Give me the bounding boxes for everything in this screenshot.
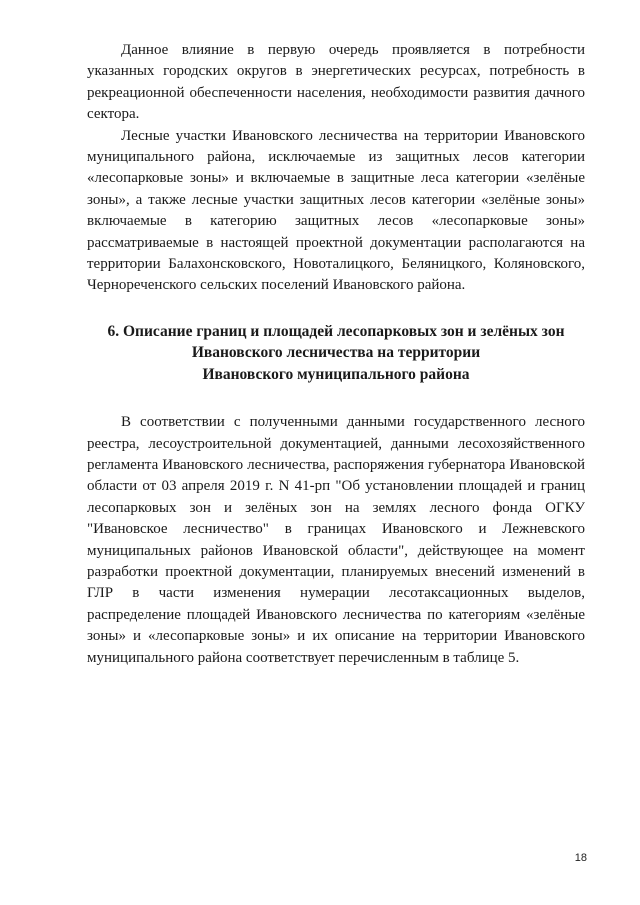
page-number: 18 [574, 852, 587, 864]
section-heading [87, 321, 585, 385]
spacer [87, 385, 585, 412]
page-content [87, 40, 585, 669]
section-heading-line-2: Ивановского лесничества на территории [191, 344, 481, 362]
paragraph-energy-influence: Данное влияние в первую очередь проявляется в потребности указанных городских округов в энергетических ресурсах, потребность в рекреационной обеспеченности населения, необходимости развития дачного сектора. [87, 42, 585, 123]
section-heading-line-1: 6. Описание границ и площадей лесопарковых зон и зелёных зон [107, 322, 565, 340]
paragraph-forest-plots: Лесные участки Ивановского лесничества на территории Ивановского муниципального района, исключаемые из защитных лесов категории «лесопарковые зоны» и включаемые в защитные леса категории «зелёные зоны», а также лесные участки защитных лесов категории «зелёные зоны» включаемые в категорию защитных лесов «лесопарковые зоны» рассматриваемые в настоящей проектной документации располагаются на территории Балахонсковского, Новоталицкого, Беляницкого, Коляновского, Чернореченского сельских поселений Ивановского района. [87, 127, 585, 294]
section-heading-line-3: Ивановского муниципального района [202, 365, 470, 383]
paragraph-state-registry: В соответствии с полученными данными государственного лесного реестра, лесоустроительной документацией, данными лесохозяйственного регламента Ивановского лесничества, распоряжения губернатора Ивановской области от 03 апреля 2019 г. N 41-рп "Об установлении площадей и границ лесопарковых зон и зелёных зон на землях лесного фонда ОГКУ "Ивановское лесничество" в границах Ивановского и Лежневского муниципальных районов Ивановской области", действующее на момент разработки проектной документации, планируемых внесений изменений в ГЛР в части изменения нумерации лесотаксационных выделов, распределение площадей Ивановского лесничества по категориям «зелёные зоны» и «лесопарковые зоны» и их описание на территории Ивановского муниципального района соответствует перечисленным в таблице 5. [87, 414, 585, 666]
